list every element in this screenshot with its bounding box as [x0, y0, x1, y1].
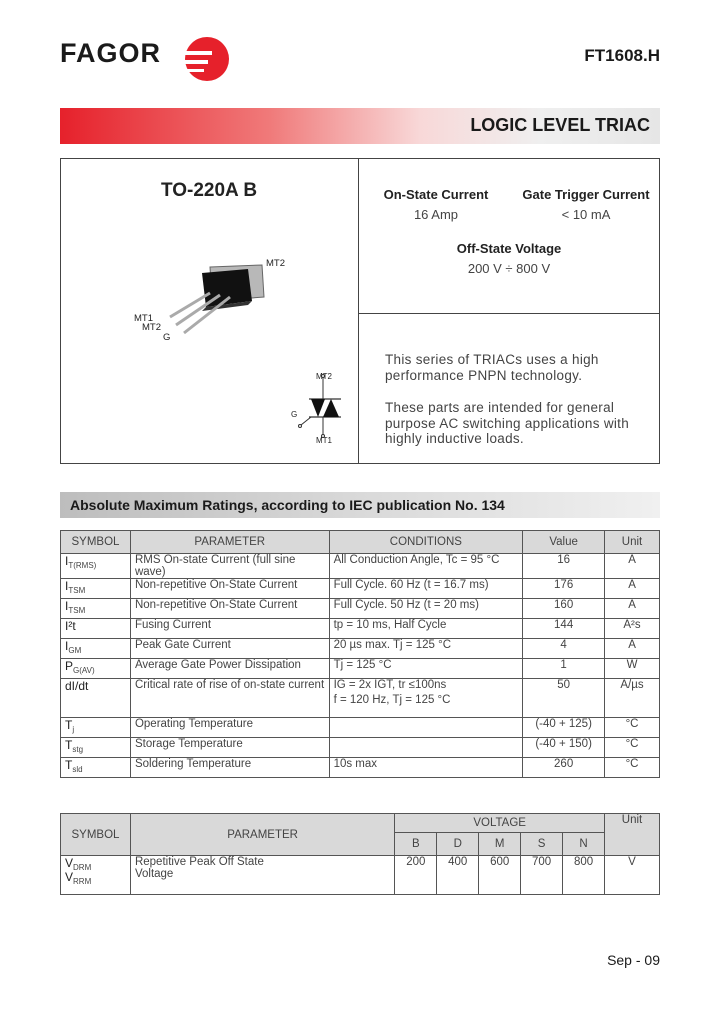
off-state-value: 200 V ÷ 800 V: [467, 261, 551, 276]
symbol-cell: I: [65, 579, 69, 593]
table-row: [61, 659, 660, 679]
condition-cell: IG = 2x IGT, tr ≤100ns: [333, 679, 447, 691]
condition-cell: Tj = 125 °C: [329, 659, 523, 679]
grade-header: M: [479, 833, 521, 856]
symbol-cell: T: [65, 758, 73, 772]
value-cell: 700: [521, 856, 563, 895]
symbol-cell: V: [65, 856, 74, 870]
footer-date: Sep - 09: [607, 952, 660, 968]
description-paragraph: This series of TRIACs uses a high performance PNPN technology.: [385, 352, 599, 383]
column-header: Value: [523, 531, 605, 554]
parameter-cell: Fusing Current: [130, 619, 329, 639]
value-cell: 144: [523, 619, 605, 639]
symbol-subscript: T(RMS): [68, 561, 97, 570]
divider: [358, 313, 660, 314]
table-row: [61, 579, 660, 599]
parameter-cell: Average Gate Power Dissipation: [130, 659, 329, 679]
symbol-subscript: j: [72, 725, 75, 734]
column-header: Unit: [605, 814, 660, 856]
table-row: [61, 718, 660, 738]
value-cell: 1: [523, 659, 605, 679]
table-row: [61, 758, 660, 778]
unit-cell: °C: [605, 738, 660, 758]
voltage-table: [60, 813, 660, 895]
table-row: [61, 554, 660, 579]
condition-cell: [329, 738, 523, 758]
document-id: FT1608.H: [584, 46, 660, 65]
unit-cell: V: [605, 856, 660, 895]
parameter-cell: Soldering Temperature: [130, 758, 329, 778]
grade-header: S: [521, 833, 563, 856]
column-header: CONDITIONS: [329, 531, 523, 554]
condition-cell: Full Cycle. 60 Hz (t = 16.7 ms): [329, 579, 523, 599]
table-row: [61, 856, 660, 895]
parameter-cell: Voltage: [134, 868, 174, 880]
fagor-logo-icon: [178, 36, 236, 82]
parameter-cell: Repetitive Peak Off State: [134, 856, 264, 868]
parameter-cell: Non-repetitive On-State Current: [130, 579, 329, 599]
on-state-label: On-State Current: [383, 187, 489, 202]
table-row: [61, 639, 660, 659]
value-cell: 176: [523, 579, 605, 599]
symbol-cell: I²t: [65, 619, 76, 633]
symbol-label-mt2: MT2: [316, 372, 332, 381]
parameter-cell: Operating Temperature: [130, 718, 329, 738]
unit-cell: A²s: [605, 619, 660, 639]
parameter-cell: Storage Temperature: [130, 738, 329, 758]
symbol-label-g: G: [291, 410, 298, 419]
grade-header: D: [437, 833, 479, 856]
condition-cell: tp = 10 ms, Half Cycle: [329, 619, 523, 639]
grade-header: N: [563, 833, 605, 856]
pin-label-mt1: MT1: [134, 313, 153, 324]
parameter-cell: RMS On-state Current (full sine wave): [130, 554, 329, 579]
unit-cell: A: [605, 639, 660, 659]
product-title: LOGIC LEVEL TRIAC: [470, 115, 650, 135]
gate-trigger-value: < 10 mA: [561, 207, 611, 222]
symbol-subscript: stg: [72, 745, 84, 754]
pin-label-mt2: MT2: [266, 258, 285, 269]
value-cell: 800: [563, 856, 605, 895]
table-row: [61, 738, 660, 758]
symbol-subscript: DRM: [73, 863, 92, 872]
symbol-cell: P: [65, 659, 74, 673]
parameter-cell: Peak Gate Current: [130, 639, 329, 659]
symbol-cell: dI/dt: [65, 679, 89, 693]
column-header: PARAMETER: [130, 814, 394, 856]
unit-cell: °C: [605, 718, 660, 738]
on-state-value: 16 Amp: [413, 207, 459, 222]
symbol-subscript: GM: [68, 646, 82, 655]
value-cell: 260: [523, 758, 605, 778]
table-row: [61, 619, 660, 639]
unit-cell: A: [605, 579, 660, 599]
symbol-cell: V: [65, 870, 74, 884]
table-row: [61, 599, 660, 619]
symbol-subscript: G(AV): [73, 666, 95, 675]
symbol-subscript: TSM: [68, 606, 86, 615]
table-row: [61, 679, 660, 718]
value-cell: 160: [523, 599, 605, 619]
ratings-title: Absolute Maximum Ratings, according to IEC publication No. 134: [70, 497, 505, 513]
value-cell: 200: [395, 856, 437, 895]
column-header: PARAMETER: [130, 531, 329, 554]
symbol-subscript: sld: [72, 765, 83, 774]
column-header: SYMBOL: [61, 531, 131, 554]
unit-cell: A/µs: [605, 679, 660, 718]
gate-trigger-label: Gate Trigger Current: [522, 187, 650, 202]
brand-logo-text: FAGOR: [60, 38, 162, 68]
grade-header: B: [395, 833, 437, 856]
ratings-table: [60, 530, 660, 778]
symbol-cell: T: [65, 718, 73, 732]
symbol-label-mt1: MT1: [316, 436, 332, 445]
value-cell: 400: [437, 856, 479, 895]
value-cell: (-40 + 150): [523, 738, 605, 758]
column-header: SYMBOL: [61, 814, 131, 856]
condition-cell: 10s max: [329, 758, 523, 778]
value-cell: 16: [523, 554, 605, 579]
description-paragraph: These parts are intended for general purpose AC switching applications with highly inductive loads.: [385, 400, 630, 446]
table-header-row: [61, 531, 660, 554]
column-header: VOLTAGE: [395, 814, 605, 833]
parameter-cell: Critical rate of rise of on-state current: [130, 679, 329, 718]
value-cell: 50: [523, 679, 605, 718]
table-header-row: [61, 814, 660, 833]
unit-cell: W: [605, 659, 660, 679]
condition-cell: 20 µs max. Tj = 125 °C: [329, 639, 523, 659]
pin-label-mt2: MT2: [142, 322, 161, 333]
column-header: Unit: [605, 531, 660, 554]
condition-cell: All Conduction Angle, Tc = 95 °C: [329, 554, 523, 579]
symbol-subscript: TSM: [68, 586, 86, 595]
symbol-cell: I: [65, 554, 69, 568]
value-cell: 4: [523, 639, 605, 659]
parameter-cell: Non-repetitive On-State Current: [130, 599, 329, 619]
value-cell: 600: [479, 856, 521, 895]
package-name: TO-220A B: [160, 180, 258, 201]
condition-cell: f = 120 Hz, Tj = 125 °C: [333, 694, 451, 706]
symbol-cell: T: [65, 738, 73, 752]
unit-cell: A: [605, 554, 660, 579]
value-cell: (-40 + 125): [523, 718, 605, 738]
condition-cell: [329, 718, 523, 738]
symbol-subscript: RRM: [73, 877, 92, 886]
unit-cell: °C: [605, 758, 660, 778]
off-state-label: Off-State Voltage: [456, 241, 562, 256]
pin-label-g: G: [163, 332, 171, 343]
symbol-cell: I: [65, 599, 69, 613]
condition-cell: Full Cycle. 50 Hz (t = 20 ms): [329, 599, 523, 619]
unit-cell: A: [605, 599, 660, 619]
symbol-cell: I: [65, 639, 69, 653]
